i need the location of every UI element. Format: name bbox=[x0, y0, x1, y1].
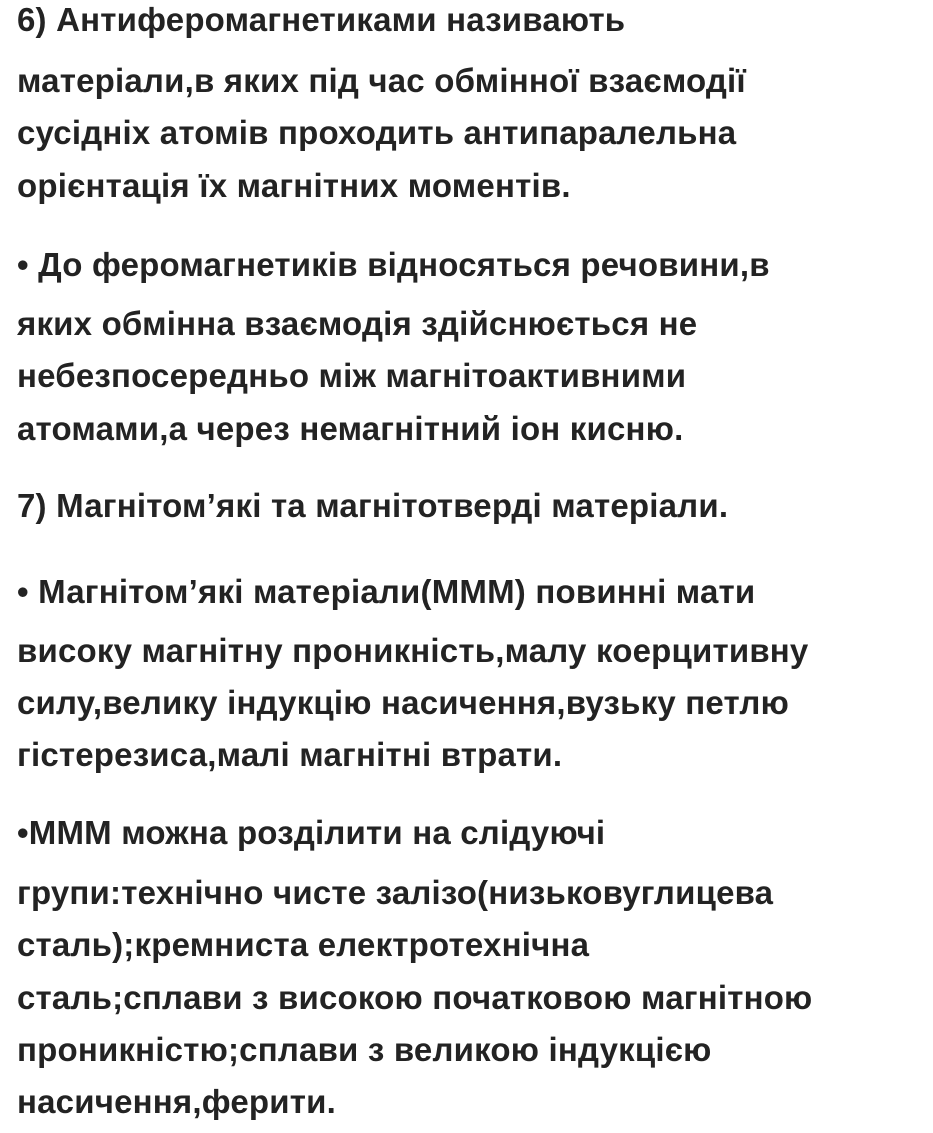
text-line: матеріали,в яких під час обмінної взаємодії bbox=[17, 62, 746, 99]
text-line: групи:технічно чисте залізо(низьковуглицева bbox=[17, 874, 774, 911]
text-line: небезпосередньо між магнітоактивними bbox=[17, 357, 687, 394]
text-line: високу магнітну проникність,малу коерцитивну bbox=[17, 632, 809, 669]
text-line: сусідніх атомів проходить антипаралельна bbox=[17, 114, 737, 151]
text-line: •МММ можна розділити на слідуючі bbox=[17, 814, 606, 851]
text-line: • До феромагнетиків відносяться речовини,в bbox=[17, 246, 770, 283]
text-line: яких обмінна взаємодія здійснюється не bbox=[17, 305, 698, 342]
text-line: гістерезиса,малі магнітні втрати. bbox=[17, 736, 563, 773]
text-line: силу,велику індукцію насичення,вузьку петлю bbox=[17, 684, 789, 721]
text-line: сталь);кремниста електротехнічна bbox=[17, 926, 590, 963]
section-heading: 7) Магнітом’які та магнітотверді матеріали. bbox=[17, 487, 729, 524]
text-line: насичення,ферити. bbox=[17, 1083, 336, 1120]
text-line: орієнтація їх магнітних моментів. bbox=[17, 167, 571, 204]
text-line: 6) Антиферомагнетиками називають bbox=[17, 1, 626, 38]
text-line: проникністю;сплави з великою індукцією bbox=[17, 1031, 712, 1068]
text-line: • Магнітом’які матеріали(МММ) повинні мати bbox=[17, 573, 756, 610]
text-line: сталь;сплави з високою початковою магнітною bbox=[17, 979, 813, 1016]
text-line: атомами,а через немагнітний іон кисню. bbox=[17, 410, 684, 447]
